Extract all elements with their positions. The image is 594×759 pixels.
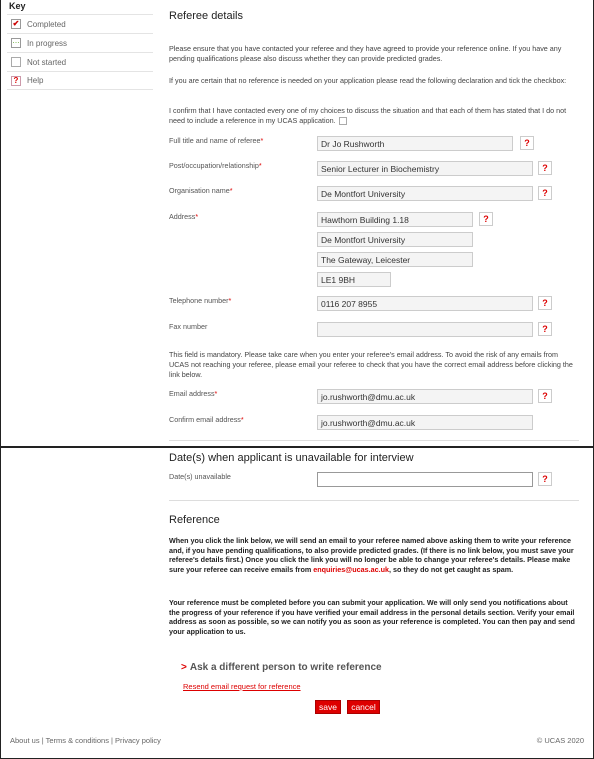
reference-text: Your reference must be completed before you can submit your application. We will only send you notifications about the progress of your reference if you have verified your email address in the personal details section. Verify your email address as soon as possible, so we can notify you as soon as your reference is completed. You can then pay and send your application to us. [169,598,575,636]
status-key [7,0,153,90]
help-icon: ? [11,76,21,86]
help-icon[interactable]: ? [538,186,552,200]
referee-form [169,136,579,436]
declaration-checkbox[interactable] [339,117,347,125]
key-label: Not started [27,57,67,67]
reference-info-1 [169,536,579,574]
required-marker: * [240,415,244,424]
confirm-email-input[interactable]: jo.rushworth@dmu.ac.uk [317,415,533,430]
fax-input[interactable] [317,322,533,337]
intro-text [169,44,579,64]
form-row-email [169,389,579,405]
divider [169,500,579,501]
form-row-post [169,161,579,177]
field-label: Date(s) unavailable [169,472,231,481]
save-button[interactable]: save [315,700,341,714]
section-title: Date(s) when applicant is unavailable for interview [169,452,414,464]
reference-section [169,514,579,526]
address-line-2-input[interactable]: De Montfort University [317,232,473,247]
form-actions [315,700,380,714]
key-title: Key [9,1,26,11]
required-marker: * [258,161,262,170]
key-item-not-started [7,52,153,71]
intro-text-2 [169,76,579,86]
check-icon: ✔ [12,19,20,28]
copyright: © UCAS 2020 [536,736,584,745]
help-icon[interactable]: ? [520,136,534,150]
form-row-phone [169,296,579,312]
field-label: Fax number [169,322,208,331]
required-marker: * [260,136,264,145]
field-label: Address [169,212,196,221]
unavailable-section [169,452,579,464]
key-label: Help [27,76,44,85]
form-row-name [169,136,579,152]
referee-section [169,10,579,22]
section-title: Referee details [169,10,243,22]
key-item-in-progress [7,33,153,52]
form-row-address [169,212,579,292]
ucas-email-link[interactable]: enquiries@ucas.ac.uk [313,564,389,574]
reference-info-2 [169,598,579,636]
field-label: Full title and name of referee [169,136,261,145]
required-marker: * [229,186,233,195]
email-note [169,350,579,380]
form-row-fax [169,322,579,338]
unavailable-dates-input[interactable] [317,472,533,487]
ellipsis-icon: ⋯ [12,39,20,47]
key-label: In progress [27,38,68,48]
help-icon[interactable]: ? [538,472,552,486]
key-item-help [7,71,153,90]
reference-text: When you click the link below, we will send an email to your referee named above asking them to write your reference and, if you have pending qualifications, to also provide predicted grades. (If there is no link below, you must save your referee's details first.) Once you click the link you will no longer be able to change your referee's details. Please make sure your referee can receive emails from [169,536,574,574]
field-label: Post/occupation/relationship [169,161,259,170]
help-icon[interactable]: ? [538,161,552,175]
resend-row [183,682,593,691]
referee-name-input[interactable]: Dr Jo Rushworth [317,136,513,151]
declaration [169,106,579,126]
ask-different-person[interactable] [181,662,591,673]
address-line-1-input[interactable]: Hawthorn Building 1.18 [317,212,473,227]
unavailable-row [169,472,579,492]
form-row-confirm-email [169,415,579,431]
help-icon[interactable]: ? [538,296,552,310]
intro-paragraph: Please ensure that you have contacted your referee and they have agreed to provide your reference online. If you have any pending qualifications please also discuss whether they can provide predicted grades. [169,44,562,63]
footer-links[interactable]: About us | Terms & conditions | Privacy policy [10,736,161,745]
chevron-right-icon: > [181,662,187,673]
required-marker: * [195,212,199,221]
telephone-input[interactable]: 0116 207 8955 [317,296,533,311]
field-label: Email address [169,389,215,398]
declaration-text: I confirm that I have contacted every one of my choices to discuss the situation and that each of them has stated that I do not need to include a reference in my UCAS application. [169,106,567,125]
mandatory-note: This field is mandatory. Please take care when you enter your referee's email address. To avoid the risk of any emails from UCAS not reaching your referee, please email your referee to check that you have the correct email address before clicking the link below. [169,350,573,379]
help-icon[interactable]: ? [479,212,493,226]
required-marker: * [214,389,218,398]
ask-different-person-link[interactable]: Ask a different person to write reference [189,662,382,673]
required-marker: * [228,296,232,305]
intro-paragraph: If you are certain that no reference is needed on your application please read the following declaration and tick the checkbox: [169,76,567,85]
empty-box-icon [11,57,21,67]
field-label: Telephone number [169,296,229,305]
organisation-input[interactable]: De Montfort University [317,186,533,201]
field-label: Organisation name [169,186,230,195]
footer [10,736,584,745]
key-label: Completed [27,19,66,29]
section-title: Reference [169,514,220,526]
resend-email-link[interactable]: Resend email request for reference [183,682,301,691]
reference-panel [0,447,594,759]
cancel-button[interactable]: cancel [347,700,380,714]
postcode-input[interactable]: LE1 9BH [317,272,391,287]
help-icon[interactable]: ? [538,389,552,403]
email-input[interactable]: jo.rushworth@dmu.ac.uk [317,389,533,404]
referee-post-input[interactable]: Senior Lecturer in Biochemistry [317,161,533,176]
help-icon[interactable]: ? [538,322,552,336]
form-row-organisation [169,186,579,202]
field-label: Confirm email address [169,415,241,424]
key-item-completed [7,14,153,33]
reference-text: , so they do not get caught as spam. [388,564,514,574]
address-line-3-input[interactable]: The Gateway, Leicester [317,252,473,267]
divider [169,440,579,441]
